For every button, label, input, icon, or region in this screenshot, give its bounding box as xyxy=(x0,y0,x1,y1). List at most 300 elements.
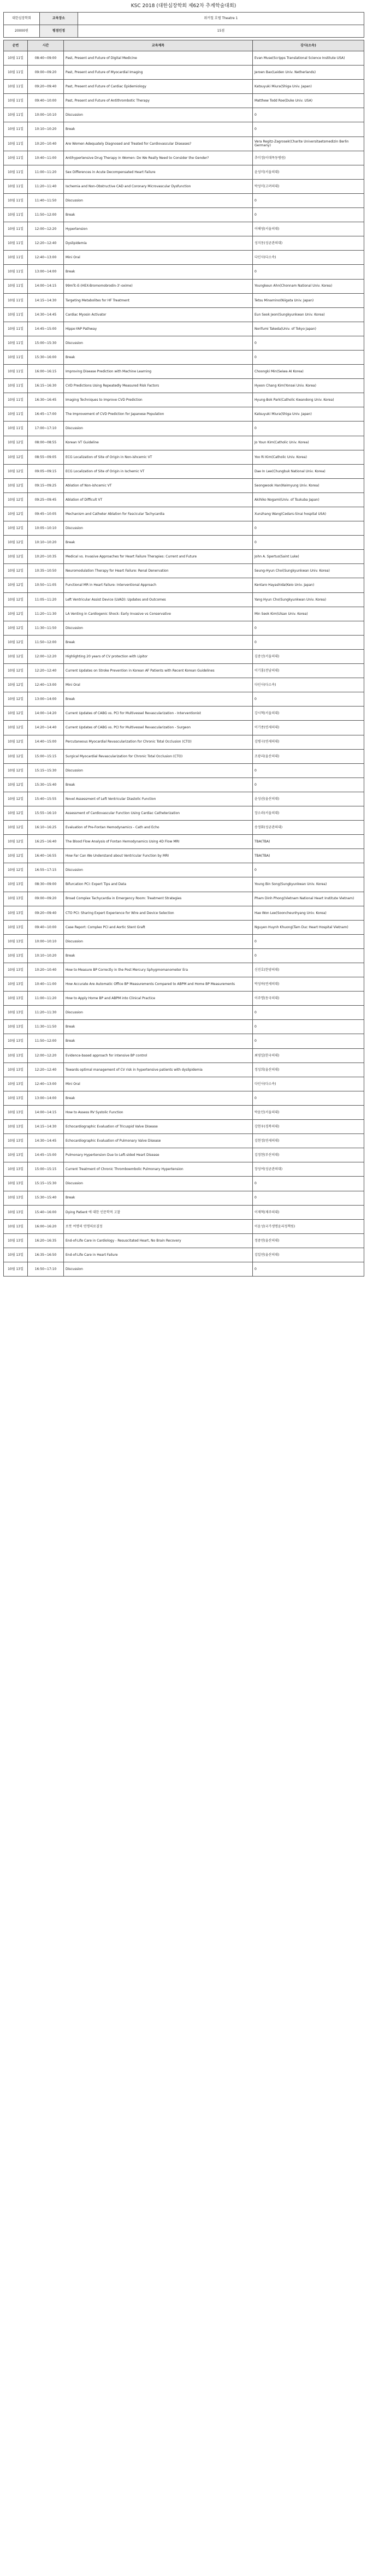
row-date: 10월 12일 xyxy=(4,863,28,877)
row-title: Past, Present and Future of Myocardial Imaging xyxy=(64,66,253,80)
table-row xyxy=(4,236,364,251)
row-time: 15:40~15:55 xyxy=(28,792,64,806)
row-title: Break xyxy=(64,692,253,707)
row-title: Pulmonary Hypertension Due to Left-sided Heart Disease xyxy=(64,1148,253,1162)
row-speaker: 이기홍(전남의대) xyxy=(253,664,364,678)
row-speaker: 0 xyxy=(253,265,364,279)
row-speaker: 0 xyxy=(253,934,364,948)
row-date: 10월 11일 xyxy=(4,208,28,222)
row-speaker: 이주명(동국의대) xyxy=(253,992,364,1006)
row-time: 13:00~14:00 xyxy=(28,265,64,279)
row-title: Break xyxy=(64,948,253,963)
table-row xyxy=(4,1048,364,1063)
host-label: 대한심장학회 xyxy=(4,13,40,25)
table-row xyxy=(4,322,364,336)
row-date: 10월 11일 xyxy=(4,179,28,193)
row-time: 10:20~10:40 xyxy=(28,136,64,151)
row-speaker: Katsuyuki Miura(Shiga Univ. Japan) xyxy=(253,80,364,94)
row-speaker: 다인사(다소속) xyxy=(253,1077,364,1091)
row-time: 10:00~10:10 xyxy=(28,934,64,948)
row-date: 10월 12일 xyxy=(4,550,28,564)
row-time: 14:15~14:30 xyxy=(28,1120,64,1134)
row-date: 10월 13일 xyxy=(4,1120,28,1134)
table-row xyxy=(4,379,364,393)
row-title: Break xyxy=(64,1020,253,1034)
table-row xyxy=(4,108,364,122)
table-row xyxy=(4,208,364,222)
row-date: 10월 11일 xyxy=(4,350,28,364)
row-time: 16:30~16:45 xyxy=(28,393,64,407)
table-row xyxy=(4,1219,364,1233)
schedule-table xyxy=(3,40,364,1277)
row-time: 10:10~10:20 xyxy=(28,948,64,963)
row-speaker: Hyeon Chang Kim(Yonsei Univ. Korea) xyxy=(253,379,364,393)
table-row xyxy=(4,649,364,663)
row-title: Current Updates of CABG vs. PCI for Multivessel Revascularization - Surgeon xyxy=(64,721,253,735)
row-date: 10월 12일 xyxy=(4,692,28,707)
row-date: 10월 12일 xyxy=(4,763,28,777)
credit-label: 평점인정 xyxy=(40,25,78,38)
row-date: 10월 13일 xyxy=(4,877,28,892)
schedule-body xyxy=(4,51,364,1277)
row-title: Are Women Adequately Diagnosed and Treated for Cardiovascular Diseases? xyxy=(64,136,253,151)
table-row xyxy=(4,849,364,863)
course-info-table xyxy=(3,12,364,38)
row-speaker: Katsuyuki Miura(Shiga Univ. Japan) xyxy=(253,407,364,422)
row-title: Discussion xyxy=(64,1262,253,1276)
row-speaker: 0 xyxy=(253,1034,364,1048)
row-time: 09:20~09:40 xyxy=(28,906,64,920)
table-row xyxy=(4,94,364,108)
row-speaker: 송정화(성균관의대) xyxy=(253,821,364,835)
row-time: 11:50~12:00 xyxy=(28,635,64,649)
row-speaker: 0 xyxy=(253,1262,364,1276)
row-speaker: 윤성권(울산의대) xyxy=(253,792,364,806)
row-title: Discussion xyxy=(64,621,253,635)
header-speaker: 강사(소속) xyxy=(253,40,364,51)
row-title: The Improvement of CVD Prediction for Japanese Population xyxy=(64,407,253,422)
row-title: Mini Oral xyxy=(64,1077,253,1091)
row-time: 16:10~16:25 xyxy=(28,821,64,835)
row-time: 15:00~15:15 xyxy=(28,749,64,763)
row-date: 10월 13일 xyxy=(4,920,28,934)
row-time: 16:00~16:15 xyxy=(28,365,64,379)
row-title: End-of-Life Care in Cardiology - Resuscitated Heart, No Brain Recovery xyxy=(64,1233,253,1248)
row-time: 10:20~10:35 xyxy=(28,550,64,564)
row-time: 10:10~10:20 xyxy=(28,122,64,136)
table-row xyxy=(4,51,364,66)
row-date: 10월 11일 xyxy=(4,293,28,307)
row-speaker: Pham Dinh Phong(Vietnam National Heart Institute Vietnam) xyxy=(253,892,364,906)
row-date: 10월 11일 xyxy=(4,336,28,350)
row-title: Break xyxy=(64,635,253,649)
row-date: 10월 12일 xyxy=(4,450,28,464)
table-row xyxy=(4,265,364,279)
row-date: 10월 11일 xyxy=(4,151,28,165)
row-time: 14:45~15:00 xyxy=(28,322,64,336)
row-date: 10월 13일 xyxy=(4,948,28,963)
row-date: 10월 12일 xyxy=(4,678,28,692)
row-title: Left Ventricular Assist Device (LVAD): Updates and Outcomes xyxy=(64,592,253,607)
row-title: Targeting Metabolites for HF Treatment xyxy=(64,293,253,307)
row-time: 16:25~16:40 xyxy=(28,835,64,849)
table-row xyxy=(4,934,364,948)
table-row xyxy=(4,1034,364,1048)
row-title: How Far Can We Understand about Ventricular Function by MRI xyxy=(64,849,253,863)
row-title: CTO PCI: Sharing Expert Experience for Wire and Device Selection xyxy=(64,906,253,920)
row-title: Break xyxy=(64,208,253,222)
table-row xyxy=(4,578,364,592)
row-time: 11:05~11:20 xyxy=(28,592,64,607)
row-date: 10월 12일 xyxy=(4,564,28,578)
table-row xyxy=(4,1077,364,1091)
table-row xyxy=(4,464,364,478)
row-time: 11:40~11:50 xyxy=(28,193,64,207)
row-time: 12:40~13:00 xyxy=(28,251,64,265)
row-speaker: 정성희(울산의대) xyxy=(253,1063,364,1077)
row-title: Echocardiographic Evaluation of Pulmonary Valve Disease xyxy=(64,1134,253,1148)
row-title: Ablation of Non-ishcemic VT xyxy=(64,478,253,492)
table-row xyxy=(4,1191,364,1205)
row-title: LA Venting in Cardiogenic Shock: Early Invasive vs Conservative xyxy=(64,607,253,621)
row-date: 10월 13일 xyxy=(4,992,28,1006)
row-title: Break xyxy=(64,1091,253,1105)
row-date: 10월 12일 xyxy=(4,492,28,507)
table-row xyxy=(4,792,364,806)
row-title: Current Treatment of Chronic Thromboembolic Pulmonary Hypertension xyxy=(64,1162,253,1177)
row-title: Korean VT Guideline xyxy=(64,436,253,450)
table-row xyxy=(4,122,364,136)
table-row xyxy=(4,948,364,963)
table-row xyxy=(4,1134,364,1148)
row-speaker: 0 xyxy=(253,1191,364,1205)
row-date: 10월 11일 xyxy=(4,122,28,136)
row-time: 14:00~14:15 xyxy=(28,1105,64,1119)
row-title: Broad Complex Tachycardia in Emergency Room: Treatment Strategies xyxy=(64,892,253,906)
table-row xyxy=(4,450,364,464)
row-title: Discussion xyxy=(64,1177,253,1191)
row-date: 10월 12일 xyxy=(4,592,28,607)
row-date: 10월 12일 xyxy=(4,536,28,550)
row-title: How to Measure BP Correctly in the Post Mercury Sphygmomanometer Era xyxy=(64,963,253,977)
row-date: 10월 12일 xyxy=(4,436,28,450)
row-title: 로봇 여명의 연명의료결정 xyxy=(64,1219,253,1233)
table-row xyxy=(4,1091,364,1105)
row-time: 10:00~10:10 xyxy=(28,108,64,122)
row-time: 11:20~11:30 xyxy=(28,607,64,621)
row-date: 10월 13일 xyxy=(4,1177,28,1191)
row-speaker: 0 xyxy=(253,122,364,136)
row-time: 11:30~11:50 xyxy=(28,621,64,635)
table-row xyxy=(4,336,364,350)
row-time: 10:40~11:00 xyxy=(28,977,64,992)
row-title: Discussion xyxy=(64,336,253,350)
row-title: Towards optimal management of CV risk in hypertensive patients with dyslipidemia xyxy=(64,1063,253,1077)
row-time: 09:40~10:00 xyxy=(28,920,64,934)
row-speaker: Yoo Ri Kim(Catholic Univ. Korea) xyxy=(253,450,364,464)
header-title: 교육제목 xyxy=(64,40,253,51)
row-date: 10월 11일 xyxy=(4,108,28,122)
row-time: 14:20~14:40 xyxy=(28,721,64,735)
row-time: 08:55~09:05 xyxy=(28,450,64,464)
row-speaker: 다인사(다소속) xyxy=(253,678,364,692)
row-time: 15:30~16:00 xyxy=(28,350,64,364)
row-speaker: 장소라(서울의대) xyxy=(253,806,364,820)
row-date: 10월 12일 xyxy=(4,607,28,621)
row-date: 10월 13일 xyxy=(4,906,28,920)
row-date: 10월 11일 xyxy=(4,94,28,108)
row-speaker: 최영일(한국의대) xyxy=(253,1048,364,1063)
table-row xyxy=(4,877,364,892)
row-date: 10월 13일 xyxy=(4,1077,28,1091)
row-time: 13:00~14:00 xyxy=(28,1091,64,1105)
row-time: 15:00~15:30 xyxy=(28,336,64,350)
table-row xyxy=(4,564,364,578)
row-date: 10월 11일 xyxy=(4,307,28,322)
row-title: Antihypertensive Drug Therapy in Women: Do We Really Need to Consider the Gender? xyxy=(64,151,253,165)
row-date: 10월 13일 xyxy=(4,1006,28,1020)
table-row xyxy=(4,1006,364,1020)
row-speaker: 장성여(성균관의대) xyxy=(253,1162,364,1177)
row-time: 14:30~14:45 xyxy=(28,1134,64,1148)
row-date: 10월 13일 xyxy=(4,934,28,948)
row-speaker: Matthew Todd Roe(Duke Univ. USA) xyxy=(253,94,364,108)
row-speaker: 0 xyxy=(253,1006,364,1020)
row-title: Hippo-YAP Pathway xyxy=(64,322,253,336)
table-row xyxy=(4,478,364,492)
row-speaker: 박윤민(서울의대) xyxy=(253,1105,364,1119)
row-date: 10월 11일 xyxy=(4,236,28,251)
row-title: Case Report: Complex PCI and Aortic Stent Graft xyxy=(64,920,253,934)
row-date: 10월 11일 xyxy=(4,222,28,236)
table-row xyxy=(4,635,364,649)
row-speaker: 이재혁(제주의대) xyxy=(253,1205,364,1219)
row-speaker: 0 xyxy=(253,777,364,792)
row-title: Ablation of Difficult VT xyxy=(64,492,253,507)
row-date: 10월 13일 xyxy=(4,1205,28,1219)
row-speaker: 0 xyxy=(253,208,364,222)
row-speaker: 0 xyxy=(253,948,364,963)
header-order: 순번 xyxy=(4,40,28,51)
table-row xyxy=(4,664,364,678)
row-speaker: TBA(TBA) xyxy=(253,835,364,849)
table-row xyxy=(4,521,364,536)
row-speaker: 0 xyxy=(253,635,364,649)
row-date: 10월 12일 xyxy=(4,835,28,849)
row-date: 10월 13일 xyxy=(4,1162,28,1177)
table-row xyxy=(4,293,364,307)
row-time: 10:05~10:10 xyxy=(28,521,64,536)
row-date: 10월 13일 xyxy=(4,1020,28,1034)
row-title: Break xyxy=(64,1191,253,1205)
row-title: Echocardiographic Evaluation of Tricuspid Valve Disease xyxy=(64,1120,253,1134)
table-row xyxy=(4,1063,364,1077)
row-title: Dyslipidemia xyxy=(64,236,253,251)
row-speaker: 0 xyxy=(253,350,364,364)
row-time: 15:40~16:00 xyxy=(28,1205,64,1219)
row-time: 12:40~13:00 xyxy=(28,1077,64,1091)
row-speaker: 강현우(경북의대) xyxy=(253,1120,364,1134)
table-row xyxy=(4,251,364,265)
row-time: 12:20~12:40 xyxy=(28,1063,64,1077)
row-title: Mini Oral xyxy=(64,678,253,692)
row-time: 15:30~15:40 xyxy=(28,777,64,792)
table-row xyxy=(4,1262,364,1276)
row-time: 16:40~16:55 xyxy=(28,849,64,863)
row-date: 10월 13일 xyxy=(4,1148,28,1162)
row-date: 10월 13일 xyxy=(4,1219,28,1233)
row-time: 11:50~12:00 xyxy=(28,1034,64,1048)
row-date: 10월 11일 xyxy=(4,193,28,207)
row-title: Discussion xyxy=(64,1006,253,1020)
table-row xyxy=(4,507,364,521)
row-speaker: Jo Youn Kim(Catholic Univ. Korea) xyxy=(253,436,364,450)
row-title: Functional MR in Heart Failure: Interventional Approach xyxy=(64,578,253,592)
row-date: 10월 12일 xyxy=(4,664,28,678)
table-row xyxy=(4,592,364,607)
row-time: 11:00~11:20 xyxy=(28,992,64,1006)
row-date: 10월 11일 xyxy=(4,279,28,293)
row-speaker: Seongwook Han(Keimyung Univ. Korea) xyxy=(253,478,364,492)
row-date: 10월 11일 xyxy=(4,265,28,279)
row-title: Discussion xyxy=(64,422,253,436)
row-title: Percutaneous Myocardial Revascularization for Chronic Total Occlusion (CTO) xyxy=(64,735,253,749)
row-date: 10월 13일 xyxy=(4,1233,28,1248)
row-title: Current Updates of CABG vs. PCI for Multivessel Revascularization - Interventionist xyxy=(64,707,253,721)
row-title: How to Apply Home BP and ABPM into Clinical Practice xyxy=(64,992,253,1006)
row-speaker: 0 xyxy=(253,422,364,436)
row-speaker: Eun Seok Jeon(Sungkyunkwan Univ. Korea) xyxy=(253,307,364,322)
row-date: 10월 13일 xyxy=(4,977,28,992)
row-speaker: 0 xyxy=(253,1020,364,1034)
row-time: 09:00~09:20 xyxy=(28,66,64,80)
row-date: 10월 12일 xyxy=(4,821,28,835)
fee-value: 20000원 xyxy=(4,25,40,38)
table-row xyxy=(4,492,364,507)
row-date: 10월 12일 xyxy=(4,707,28,721)
row-time: 12:20~12:40 xyxy=(28,664,64,678)
row-date: 10월 13일 xyxy=(4,1134,28,1148)
row-title: Break xyxy=(64,777,253,792)
table-row xyxy=(4,193,364,207)
row-date: 10월 13일 xyxy=(4,1262,28,1276)
row-date: 10월 11일 xyxy=(4,407,28,422)
header-time: 시간 xyxy=(28,40,64,51)
row-date: 10월 11일 xyxy=(4,136,28,151)
row-speaker: 성지동(성균관의대) xyxy=(253,236,364,251)
row-date: 10월 12일 xyxy=(4,792,28,806)
row-date: 10월 12일 xyxy=(4,578,28,592)
row-time: 14:15~14:30 xyxy=(28,293,64,307)
row-title: 99mTc-Ε-(HEX-Bromomobrodin-3'-oxime) xyxy=(64,279,253,293)
row-date: 10월 13일 xyxy=(4,1048,28,1063)
row-time: 16:35~16:50 xyxy=(28,1248,64,1262)
row-time: 08:00~08:55 xyxy=(28,436,64,450)
table-row xyxy=(4,1248,364,1262)
table-row xyxy=(4,136,364,151)
table-row xyxy=(4,992,364,1006)
table-row xyxy=(4,621,364,635)
row-time: 14:40~15:00 xyxy=(28,735,64,749)
venue-label: 교육장소 xyxy=(40,13,78,25)
row-time: 14:00~14:15 xyxy=(28,279,64,293)
row-date: 10월 12일 xyxy=(4,806,28,820)
row-speaker: Akihiko Nogami(Univ. of Tsukuba Japan) xyxy=(253,492,364,507)
row-date: 10월 12일 xyxy=(4,849,28,863)
row-title: Break xyxy=(64,350,253,364)
row-date: 10월 13일 xyxy=(4,963,28,977)
row-time: 16:50~17:10 xyxy=(28,1262,64,1276)
row-title: Evaluation of Pre-Fontan Hemodynamics - Cath and Echo xyxy=(64,821,253,835)
row-speaker: 김일연(울산의대) xyxy=(253,1248,364,1262)
row-time: 14:45~15:00 xyxy=(28,1148,64,1162)
table-row xyxy=(4,407,364,422)
table-row xyxy=(4,66,364,80)
row-date: 10월 13일 xyxy=(4,1191,28,1205)
row-time: 16:55~17:15 xyxy=(28,863,64,877)
row-speaker: Evan Muse(Scripps Translational Science Institute USA) xyxy=(253,51,364,66)
row-speaker: Nguyen Huynh Khuong(Tam Duc Heart Hospital Vietnam) xyxy=(253,920,364,934)
row-speaker: Dae In Lee(Chungbuk National Univ. Korea) xyxy=(253,464,364,478)
row-speaker: 0 xyxy=(253,763,364,777)
row-speaker: 0 xyxy=(253,521,364,536)
table-row xyxy=(4,279,364,293)
row-time: 15:15~15:30 xyxy=(28,763,64,777)
row-date: 10월 13일 xyxy=(4,892,28,906)
row-title: Break xyxy=(64,536,253,550)
row-date: 10월 13일 xyxy=(4,1034,28,1048)
row-speaker: 0 xyxy=(253,193,364,207)
row-title: Dying Patient 에 대한 인문학적 고찰 xyxy=(64,1205,253,1219)
row-speaker: 김중선(서울의대) xyxy=(253,649,364,663)
row-title: Mechanism and Catheter Ablation for Fascicular Tachycardia xyxy=(64,507,253,521)
row-title: Past, Present and Future of Antithrombotic Therapy xyxy=(64,94,253,108)
table-row xyxy=(4,920,364,934)
row-time: 14:30~14:45 xyxy=(28,307,64,322)
table-row xyxy=(4,151,364,165)
row-speaker: Hyung-Bok Park(Catholic Kwandong Univ. Korea) xyxy=(253,393,364,407)
row-date: 10월 11일 xyxy=(4,251,28,265)
row-title: ECG Localization of Site of Origin in Ischemic VT xyxy=(64,464,253,478)
row-title: Current Updates on Stroke Prevention in Korean AF Patients with Recent Korean Guidelines xyxy=(64,664,253,678)
schedule-header-row xyxy=(4,40,364,51)
row-date: 10월 12일 xyxy=(4,464,28,478)
row-date: 10월 12일 xyxy=(4,777,28,792)
row-title: Evidence-based approach for intensive BP control xyxy=(64,1048,253,1063)
row-time: 16:20~16:35 xyxy=(28,1233,64,1248)
row-speaker: 김정현(부산의대) xyxy=(253,1148,364,1162)
table-row xyxy=(4,1120,364,1134)
row-speaker: John A. Spertus(Saint Luke) xyxy=(253,550,364,564)
table-row xyxy=(4,835,364,849)
table-row xyxy=(4,763,364,777)
row-time: 11:30~11:50 xyxy=(28,1020,64,1034)
row-speaker: Vera Regitz-Zagrosek(Charite Universitaetsmedizin Berlin Germany) xyxy=(253,136,364,151)
table-row xyxy=(4,892,364,906)
table-row xyxy=(4,393,364,407)
table-row xyxy=(4,692,364,707)
row-speaker: 0 xyxy=(253,1177,364,1191)
row-time: 15:00~15:15 xyxy=(28,1162,64,1177)
table-row xyxy=(4,821,364,835)
row-time: 09:00~09:20 xyxy=(28,892,64,906)
row-title: CVD Predictions Using Repeatedly Measured Risk Factors xyxy=(64,379,253,393)
table-row xyxy=(4,749,364,763)
row-time: 11:20~11:30 xyxy=(28,1006,64,1020)
row-speaker: 추미정(이대목동병원) xyxy=(253,151,364,165)
row-speaker: Norifumi Takeda(Univ. of Tokyo Japan) xyxy=(253,322,364,336)
row-title: Discussion xyxy=(64,193,253,207)
